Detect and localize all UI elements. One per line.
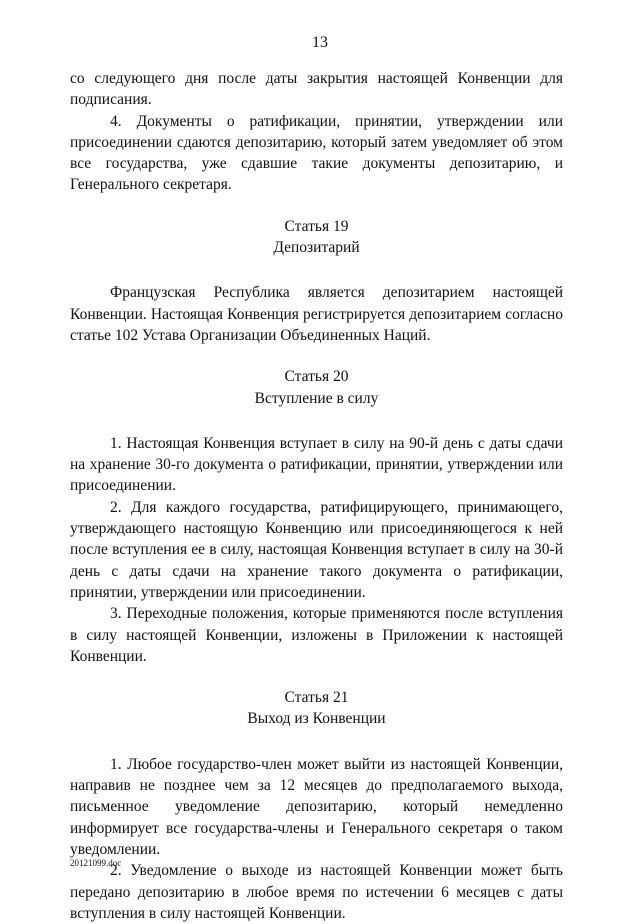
article-19-title: Депозитарий: [273, 239, 360, 257]
article-20-paragraph-3: 3. Переходные положения, которые применяются после вступления в силу настоящей Конвенции, изложены в Приложении к настоящей Конвенции.: [70, 605, 563, 665]
article-21-title: Выход из Конвенции: [247, 710, 386, 728]
article-20-number: Статья 20: [284, 368, 349, 386]
article-21-number: Статья 21: [284, 689, 349, 707]
article-20-title: Вступление в силу: [254, 389, 379, 407]
article-20-paragraph-2: 2. Для каждого государства, ратифицирующего, принимающего, утверждающего настоящую Конвенцию или присоединяющегося к ней после вступления ее в силу, настоящая Конвенция вступает в силу на 30-й день с даты сдачи на хранение такого документа о ратификации, принятии, утверждении или присоединении.: [70, 498, 563, 601]
page-number: 13: [312, 34, 328, 51]
article-19-number: Статья 19: [284, 217, 349, 235]
document-body: [70, 68, 563, 924]
article-21-paragraph-1: 1. Любое государство-член может выйти из настоящей Конвенции, направив не позднее чем за 12 месяцев до предполагаемого выхода, письменное уведомление депозитарию, который немедленно информирует все государства-члены и Генерального секретаря о таком уведомлении.: [70, 755, 563, 858]
file-name-footer: 20121099.doc: [70, 858, 122, 868]
article-19-paragraph: Французская Республика является депозитарием настоящей Конвенции. Настоящая Конвенция регистрируется депозитарием согласно статье 102 Устава Организации Объединенных Наций.: [70, 284, 563, 344]
article-21-paragraph-2: 2. Уведомление о выходе из настоящей Конвенции может быть передано депозитарию в любое время по истечении 6 месяцев с даты вступления в силу настоящей Конвенции.: [70, 862, 563, 922]
intro-paragraph-4: 4. Документы о ратификации, принятии, утверждении или присоединении сдаются депозитарию, который затем уведомляет об этом все государства, уже сдавшие такие документы депозитарию, и Генерального секретаря.: [70, 112, 563, 194]
intro-continuation: со следующего дня после даты закрытия настоящей Конвенции для подписания.: [70, 70, 563, 109]
article-20-paragraph-1: 1. Настоящая Конвенция вступает в силу на 90-й день с даты сдачи на хранение 30-го документа о ратификации, принятии, утверждении или присоединении.: [70, 434, 563, 495]
